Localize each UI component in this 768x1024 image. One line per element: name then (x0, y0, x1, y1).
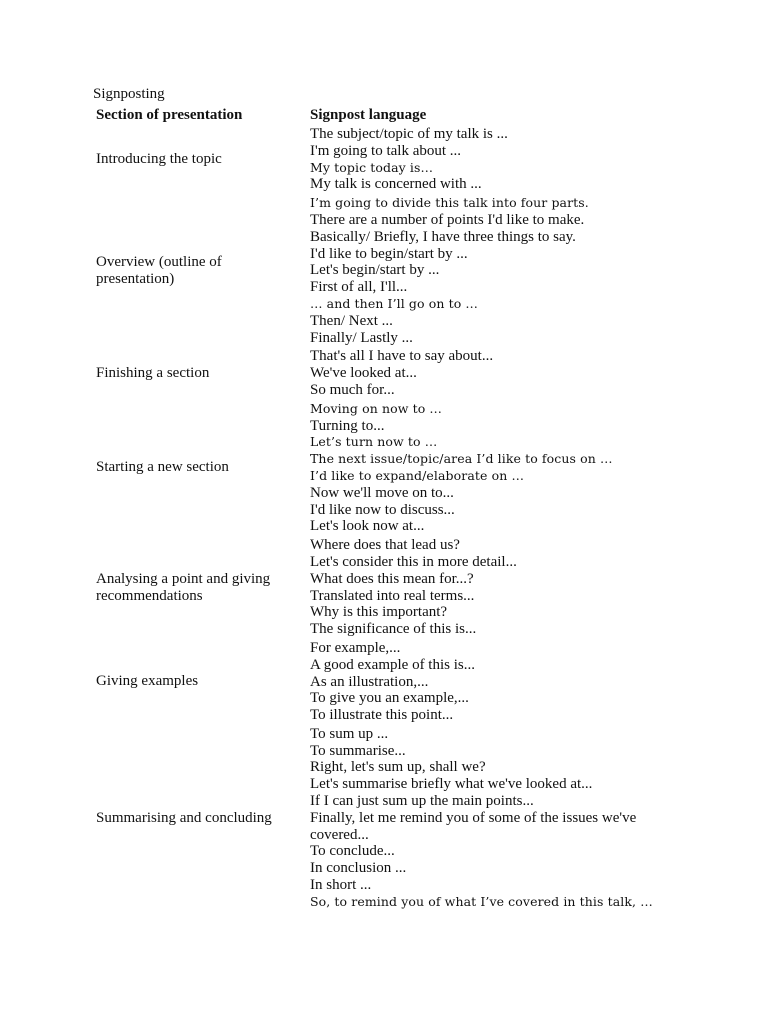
signpost-phrase: There are a number of points I'd like to make. (310, 211, 585, 228)
signpost-phrase: covered... (310, 826, 369, 843)
header-section-column: Section of presentation (96, 107, 243, 123)
signpost-phrase: As an illustration,... (310, 673, 429, 690)
signpost-phrase: To give you an example,... (310, 690, 469, 707)
signpost-phrase: Now we'll move on to... (310, 484, 454, 501)
section-name: Starting a new section (96, 459, 229, 476)
signpost-phrase: So much for... (310, 381, 395, 398)
signpost-phrase: Let's begin/start by ... (310, 262, 440, 279)
signpost-phrase: Moving on now to … (310, 400, 443, 416)
signpost-phrases-cell (310, 348, 710, 398)
signpost-phrase: If I can just sum up the main points... (310, 793, 534, 810)
signpost-phrase: A good example of this is... (310, 656, 475, 673)
signpost-phrase: Then/ Next ... (310, 312, 393, 329)
table-row (0, 348, 768, 398)
signpost-phrase: Let's summarise briefly what we've looked at... (310, 776, 593, 793)
signpost-phrases-cell (310, 195, 710, 346)
signpost-phrase: So, to remind you of what I’ve covered in this talk, … (310, 893, 653, 909)
signpost-phrase: My talk is concerned with ... (310, 176, 482, 193)
section-name-cell (96, 401, 291, 535)
table-row (0, 726, 768, 911)
signpost-phrase: To summarise... (310, 742, 406, 759)
section-name: Analysing a point and giving recommendations (96, 570, 271, 604)
signpost-phrase: Let’s turn now to … (310, 434, 438, 450)
signpost-phrase: Let's consider this in more detail... (310, 553, 517, 570)
table-row (0, 126, 768, 193)
section-name: Summarising and concluding (96, 809, 272, 826)
section-name-cell (96, 348, 291, 398)
table-row (0, 195, 768, 346)
signpost-phrase: Let's look now at... (310, 518, 425, 535)
signpost-phrase: That's all I have to say about... (310, 348, 494, 365)
section-name: Giving examples (96, 673, 199, 690)
signpost-phrase: I'm going to talk about ... (310, 142, 462, 159)
section-name-cell (96, 195, 291, 346)
signpost-phrase: The subject/topic of my talk is ... (310, 126, 508, 142)
signpost-table (0, 126, 768, 911)
signpost-phrase: First of all, I'll... (310, 279, 408, 296)
signpost-phrases-cell (310, 640, 710, 724)
document-title: Signposting (93, 86, 165, 102)
section-name-cell (96, 726, 291, 911)
signpost-phrase: Why is this important? (310, 604, 448, 621)
signpost-phrase: The next issue/topic/area I’d like to focus on … (310, 451, 613, 467)
signpost-phrase: To illustrate this point... (310, 707, 454, 724)
signpost-phrase: Where does that lead us? (310, 537, 460, 554)
section-name-cell (96, 640, 291, 724)
section-name: Overview (outline of presentation) (96, 253, 222, 287)
signpost-phrase: The significance of this is... (310, 621, 477, 638)
signpost-phrases-cell (310, 537, 710, 638)
table-row (0, 640, 768, 724)
header-signpost-column: Signpost language (310, 107, 427, 123)
section-name-cell (96, 537, 291, 638)
signpost-phrase: In conclusion ... (310, 860, 407, 877)
signpost-phrase: In short ... (310, 877, 372, 894)
signpost-phrase: I'd like to begin/start by ... (310, 245, 468, 262)
signpost-phrase: My topic today is… (310, 159, 434, 175)
signpost-phrase: We've looked at... (310, 365, 417, 382)
signpost-phrase: I’m going to divide this talk into four parts. (310, 195, 589, 211)
signpost-phrase: Turning to... (310, 417, 385, 434)
signpost-phrase: Finally, let me remind you of some of the issues we've (310, 809, 637, 826)
signpost-phrase: Basically/ Briefly, I have three things to say. (310, 228, 576, 245)
signpost-phrases-cell (310, 401, 710, 535)
signpost-phrase: I'd like now to discuss... (310, 501, 455, 518)
section-name: Introducing the topic (96, 151, 222, 168)
signpost-phrases-cell (310, 126, 710, 193)
section-name-cell (96, 126, 291, 193)
table-row (0, 401, 768, 535)
table-header (0, 106, 768, 124)
signpost-phrase: Translated into real terms... (310, 587, 475, 604)
signpost-phrase: … and then I’ll go on to … (310, 295, 478, 311)
signpost-phrase: To sum up ... (310, 725, 389, 742)
signpost-phrase: What does this mean for...? (310, 570, 474, 587)
table-row (0, 537, 768, 638)
signpost-phrase: I’d like to expand/elaborate on … (310, 467, 525, 483)
section-name: Finishing a section (96, 365, 210, 382)
signpost-phrase: To conclude... (310, 843, 395, 860)
signpost-phrases-cell (310, 726, 710, 911)
signpost-phrase: Finally/ Lastly ... (310, 329, 413, 346)
signpost-phrase: For example,... (310, 639, 401, 656)
signpost-phrase: Right, let's sum up, shall we? (310, 759, 486, 776)
